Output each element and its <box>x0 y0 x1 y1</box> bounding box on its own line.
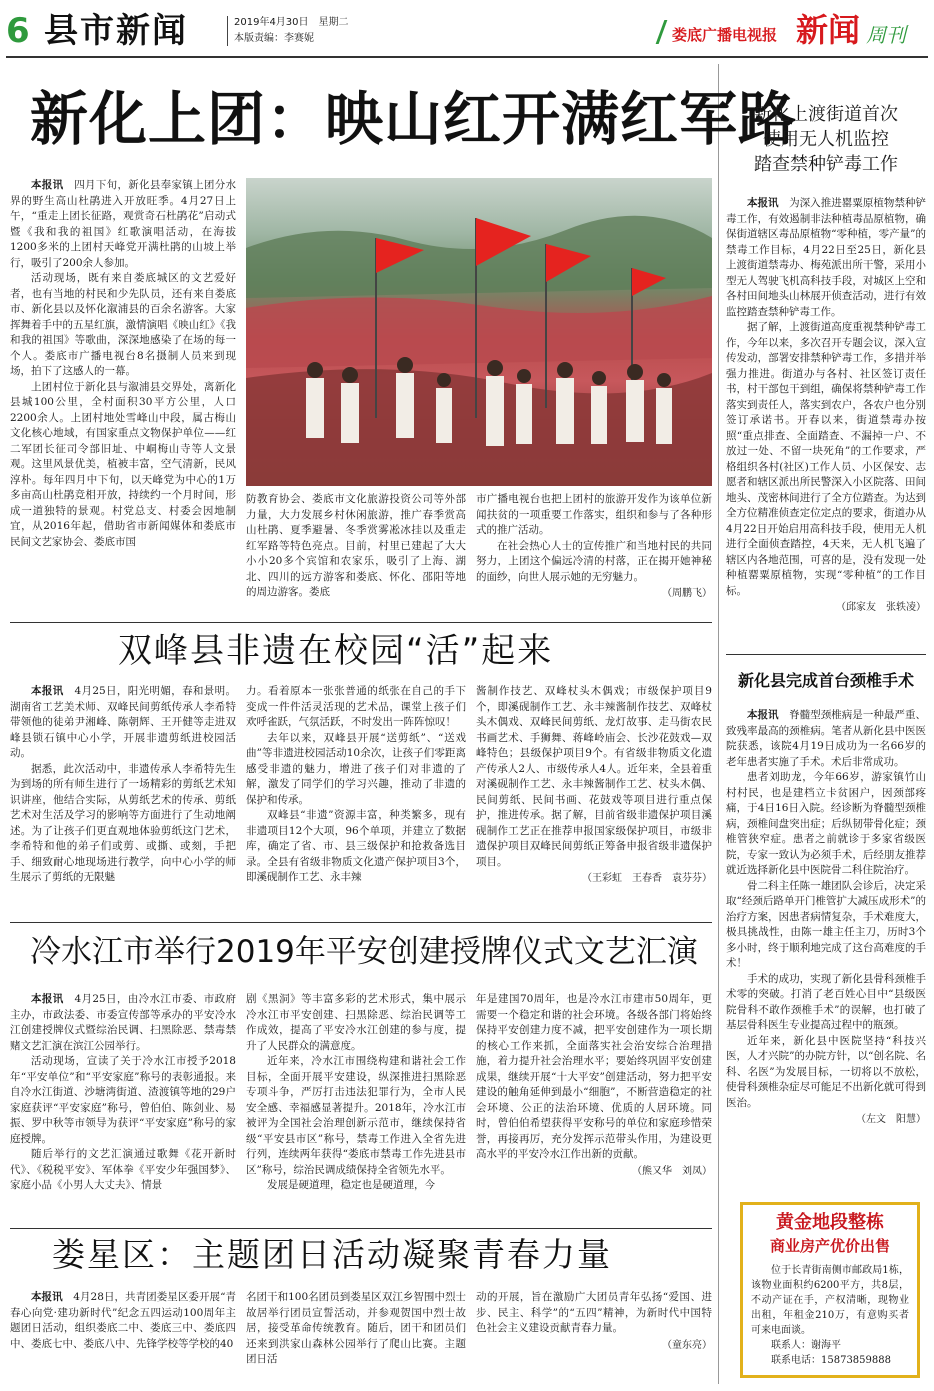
article1-byline: （周鹏飞） <box>662 588 712 599</box>
article3-byline: （熊又华 刘凤） <box>632 1165 712 1177</box>
property-ad <box>740 1202 920 1378</box>
article3-col3: 年是建国70周年，也是冷水江市建市50周年，更需要一个稳定和谐的社会环境。各级各部门将始终保持平安创建力度不减，把平安创建作为一项长期的核心工作来抓，全面落实社会治安综合治理措施，着力提升社会治理水平；要始终巩固平安创建成果，继续开展“十大平安”创建活动，努力把平安建设的触角延伸到最小“细胞”，不断营造稳定的社会环境、公正的法治环境、优质的人居环境。同时，曾伯伯希望获得平安称号的单位和家庭珍惜荣誉，再接再厉，充分发挥示范带头作用，为建设更高水平的平安冷水江作出新的贡献。 （熊又华 刘凤） <box>476 993 712 1177</box>
ad-phone: 联系电话：15873859888 <box>771 1355 891 1366</box>
article1-col1: 本报讯 四月下旬，新化县奉家镇上团分水界的野生高山杜鹃进入开放旺季。4月27日上午，“重走上团长征路，观赏奇石杜鹃花”启动式暨《我和我的祖国》红歌演唱活动，在海拔1200多米的上团村天峰党开满杜鹃的山坡上举行，吸引了200余人参加。 活动现场，既有来自娄底城区的文艺爱好者，也有当地的村民和少先队员，还有来自娄底市、新化县以及怀化溆浦县的百余名游客。大家挥舞着手中的五星红旗，激情演唱《映山红》《我和我的祖国》等歌曲，深深地感染了在场的每一个人。娄底市广播电视台8名摄制人员来到现场，拍下了这感人的一幕。 上团村位于新化县与溆浦县交界处，离新化县城100公里，全村面积30平方公里，人口2200余人。上团村地处雪峰山中段，属古梅山文化核心地域，有国家重点文物保护单位——红二军团长征司令部旧址、中峒梅山寺等人文景观。这里风景优美，植被丰富，空气清新，民风淳朴。每年四月中下旬，以天峰党为中心的1万多亩高山杜鹃竞相开放，持续约一个月时间，形成一道独特的景观。村党总支、村委会因地制宜，从2016年起，借助省市新闻媒体和娄底市民间文艺家协会、娄底市国 <box>10 179 237 548</box>
article2-title: 双峰县非遗在校园“活”起来 <box>118 631 554 671</box>
ad-title-line2: 商业房产优价出售 <box>769 1237 890 1255</box>
masthead-rule <box>6 56 928 58</box>
article4-col1: 本报讯 4月28日，共青团娄星区委开展“青春心向党·建功新时代”纪念五四运动100周年主题团日活动，组织娄底二中、娄底三中、娄底四中、娄底七中、娄底八中、先锋学校等学校的40 <box>10 1291 236 1350</box>
side2-body: 本报讯 脊髓型颈椎病是一种最严重、致残率最高的颈椎病。笔者从新化县中医医院获悉，该院4月19日成功为一名66岁的老年患者实施了手术。术后非常成功。 患者刘助龙，今年66岁，游家镇竹山村村民，也是建档立卡贫困户，因颈部疼痛，于4日16日入院。经诊断为脊髓型颈椎病，颈椎间盘突出症；后纵韧带骨化症；颈椎管狭窄症。患者之前就诊于多家省级医院，专家一致认为必须手术，后经朋友推荐就近选择新化县中医院骨二科住院治疗。 骨二科主任陈一雄团队会诊后，决定采取“经颈后路单开门椎管扩大减压成形术”的治疗方案，因患者病情复杂，手术难度大，极具挑战性，由陈一雄主任主刀，历时3个多小时，终于顺利地完成了这台高难度的手术！ 手术的成功，实现了新化县骨科颈椎手术零的突破。打消了老百姓心目中“县级医院骨科不敢作颈椎手术”的误解，也打破了基层骨科医生专业提高过程中的瓶颈。 近年来，新化县中医院坚持“科技兴医，人才兴院”的办院方针，以“创名院、名科、名医”为发展目标，一切将以不放松，使骨科颈椎杂症尽可能足不出新化就可得到医治。 （左文 阳慧） <box>726 709 926 1125</box>
page-number: 6 <box>6 11 30 51</box>
article4-col2: 名团干和100名团员到娄星区双江乡智围中烈士故居举行团员宣誓活动，并参观贺国中烈士故居，接受革命传统教育。随后，团干和团员们还来到洪家山森林公园举行了爬山比赛。主题团日活 <box>246 1291 466 1365</box>
ad-contact: 联系人：谢海平 <box>771 1340 841 1351</box>
article1-lead: 本报讯 <box>31 179 64 191</box>
date-line: 2019年4月30日 星期二 <box>234 17 349 28</box>
photo-scene-illustration <box>246 178 712 486</box>
article4-col3: 动的开展，旨在激励广大团员青年弘扬“爱国、进步、民主、科学”的“五四”精神，为新时代中国特色社会主义建设贡献青春力量。 （童东亮） <box>476 1291 712 1351</box>
side1-bottom-rule <box>726 654 926 655</box>
article1-photo <box>246 178 712 486</box>
side1-byline: （邱家友 张轶凌） <box>836 602 926 613</box>
article1-col3: 市广播电视台也把上团村的旅游开发作为该单位新闻扶贫的一项重要工作落实，组织和参与了各种形式的推广活动。 在社会热心人士的宣传推广和当地村民的共同努力，上团这个偏远冷清的村落，正在揭开她神秘的面纱，向世人展示她的无穷魅力。 （周鹏飞） <box>476 493 712 599</box>
article1-bottom-rule <box>10 622 712 623</box>
section-title: 县市新闻 <box>44 11 188 51</box>
station-name: 娄底广播电视报 <box>672 26 778 44</box>
article3-col1: 本报讯 4月25日，由冷水江市委、市政府主办，市政法委、市委宣传部等承办的平安冷水江创建授牌仪式暨综治民调、扫黑除恶、禁毒禁赌文艺汇演在滨江公园举行。 活动现场，宣读了关于冷水江市授予2018年“平安单位”和“平安家庭”称号的表彰通报。来自冷水江街道、沙塘湾街道、渣渡镇等地的29户家庭获评“平安家庭”称号，曾伯伯、陈剑业、易振、罗中秋等市领导为获评“平安家庭”称号的家庭授牌。 随后举行的文艺汇演通过歌舞《花开新时代》、《税税平安》、军体拳《平安少年强国梦》、家庭小品《小男人大丈夫》、情景 <box>10 993 236 1191</box>
article3-lead: 本报讯 <box>31 993 64 1005</box>
article2-col3: 酱制作技艺、双峰杖头木偶戏；市级保护项目9个，即溪砚制作工艺、永丰辣酱制作技艺、双峰杖头木偶戏、双峰民间剪纸、龙灯故事、走马街农民书画艺术、手狮舞、蒋峰岭庙会、长沙花鼓戏—双峰特色；县级保护项目9个。有省级非物质文化遗产传承人2人、市级传承人4人。近年来，全县着重对溪砚制作工艺、永丰辣酱制作工艺、杖头木偶、民间剪纸、民间书画、花鼓戏等项目进行重点保护，推进传承。据了解，目前省级非遗保护项目溪砚制作工艺正在推荐申报国家级保护项目，市级非遗保护项目双峰民间剪纸正筹备申报省级非遗保护项目。 （王彩虹 王春香 袁芬芬） <box>476 685 712 884</box>
side1-title-line2: 使用无人机监控 <box>763 129 889 150</box>
right-column-separator <box>718 64 719 1384</box>
article1-col2: 防教育协会、娄底市文化旅游投资公司等外部力量，大力发展乡村休闲旅游，推广春季赏高山杜鹃、夏季避暑、冬季赏雾凇冰挂以及重走红军路等特色亮点。目前，村里已建起了大大小小20多个宾馆和农家乐，吸引了上海、湖北、四川的远方游客和娄底、怀化、邵阳等地的周边游客。娄底 <box>246 493 466 598</box>
article4-title: 娄星区：主题团日活动凝聚青春力量 <box>52 1235 612 1274</box>
brand-big: 新闻 <box>796 11 861 49</box>
article2-bottom-rule <box>10 922 712 923</box>
article2-lead: 本报讯 <box>31 685 64 697</box>
side2-byline: （左文 阳慧） <box>856 1114 926 1125</box>
side2-title: 新化县完成首台颈椎手术 <box>737 671 914 690</box>
side1-title <box>726 102 926 177</box>
article2-byline: （王彩虹 王春香 袁芬芬） <box>582 873 712 884</box>
masthead-divider <box>227 16 228 46</box>
side1-body: 本报讯 为深入推进罂粟原植物禁种铲毒工作，有效遏制非法种植毒品原植物，确保街道辖区毒品原植物“零种植，零产量”的禁毒工作目标，4月22日至25日，新化县上渡街道禁毒办、梅苑派出所干警，采用小型无人驾驶飞机高科技手段，对城区上空和各村田间地头山林展开侦查活动，进行有效监控踏查禁种铲毒工作。 据了解，上渡街道高度重视禁种铲毒工作，今年以来，多次召开专题会议，深入宣传发动，部署安排禁种铲毒工作，多措并举强力推进。街道办与各村、社区签订责任书，村干部包干到组，确保将禁种铲毒工作落实到责任人，落实到农户，各农户也分别签订承诺书。开春以来，街道禁毒办按照“重点排查、全面踏查、不漏掉一户、不放过一处、不留一块死角”的工作要求，严格组织各村(社区)工作人员、小区保安、志愿者和辖区派出所民警深入小区院落、田间地头、茂密林间进行了全方位踏查。为达到全方位精准侦查定位定点的要求，街道办从4月22日开始启用高科技手段，使用无人机进行全面侦查踏控，4天来，无人机飞遍了辖区内各地范围，可喜的是，没有发现一处种植罂粟原植物，实现“零种植”的工作目标。 （邱家友 张轶凌） <box>726 197 926 613</box>
article4-lead: 本报讯 <box>31 1291 63 1303</box>
article2-col2: 力。看着原本一张张普通的纸张在自己的手下变成一件件活灵活现的艺术品，课堂上孩子们欢呼雀跃，气氛活跃，不时发出一阵阵惊叹！ 去年以来，双峰县开展“送剪纸”、“送戏曲”等非遗进校园活动10余次，让孩子们零距离感受非遗的魅力，增进了孩子们对非遗的了解，激发了同学们的学习兴趣，推动了非遗的保护和传承。 双峰县“非遗”资源丰富，种类繁多，现有非遗项目12个大项，96个单项，并建立了数据库，确定了省、市、县三级保护和抢救备选目录。全县有省级非物质文化遗产保护项目3个，即溪砚制作工艺、永丰辣 <box>246 685 466 883</box>
article3-bottom-rule <box>10 1228 712 1229</box>
side2-lead: 本报讯 <box>747 709 779 721</box>
editor-line: 本版责编：李赛妮 <box>234 33 314 44</box>
brand-small: 周刊 <box>866 23 906 47</box>
side1-title-line3: 踏查禁种铲毒工作 <box>754 154 898 175</box>
ad-title-line1: 黄金地段整栋 <box>776 1212 884 1233</box>
article3-title: 冷水江市举行2019年平安创建授牌仪式文艺汇演 <box>30 934 698 970</box>
article4-byline: （童东亮） <box>662 1339 712 1351</box>
ad-body: 位于长青街南侧市邮政局1栋，该物业面积约6200平方，共8层，不动产证在手，产权清晰，现物业出租，年租金210万，有意购买者可来电面谈。 <box>751 1265 909 1336</box>
article3-col2: 剧《黑洞》等丰富多彩的艺术形式，集中展示冷水江市平安创建、扫黑除恶、综治民调等工作成效，提高了平安冷水江创建的参与度，提升了人民群众的满意度。 近年来，冷水江市围绕构建和谐社会工作目标，全面开展平安建设，纵深推进扫黑除恶专项斗争，严厉打击违法犯罪行为，全市人民安全感、幸福感显著提升。2018年，冷水江市被评为全国社会治理创新示范市，继续保持省级“平安县市区”称号，禁毒工作进入全省先进行列，连续两年获得“娄底市禁毒工作先进县市区”称号，综治民调成绩保持全省领先水平。 发展是硬道理，稳定也是硬道理，今 <box>246 993 466 1191</box>
side1-lead: 本报讯 <box>747 197 779 209</box>
article1-title: 新化上团：映山红开满红军路 <box>30 85 798 153</box>
article2-col1: 本报讯 4月25日，阳光明媚，春和景明。湖南省工艺美术师、双峰民间剪纸传承人李希特带领他的徒弟尹湘峰、陈朝辉、王开健等走进双峰县锁石镇中心小学，开展非遗剪纸进校园活动。 据悉，此次活动中，非遗传承人李希特先生为到场的所有师生进行了一场精彩的剪纸艺术知识讲座，他结合实际，从剪纸艺术的传承、剪纸艺术对生活及学习的影响等方面进行了生动地阐述。为了让孩子们更直观地体验剪纸这门艺术，李希特和他的弟子们或剪、或撕、或刻，手把手、细致耐心地现场进行教学，向中心小学的师生展示了剪纸的无限魅 <box>10 685 236 883</box>
side1-title-line1: 新化上渡街道首次 <box>754 104 898 125</box>
